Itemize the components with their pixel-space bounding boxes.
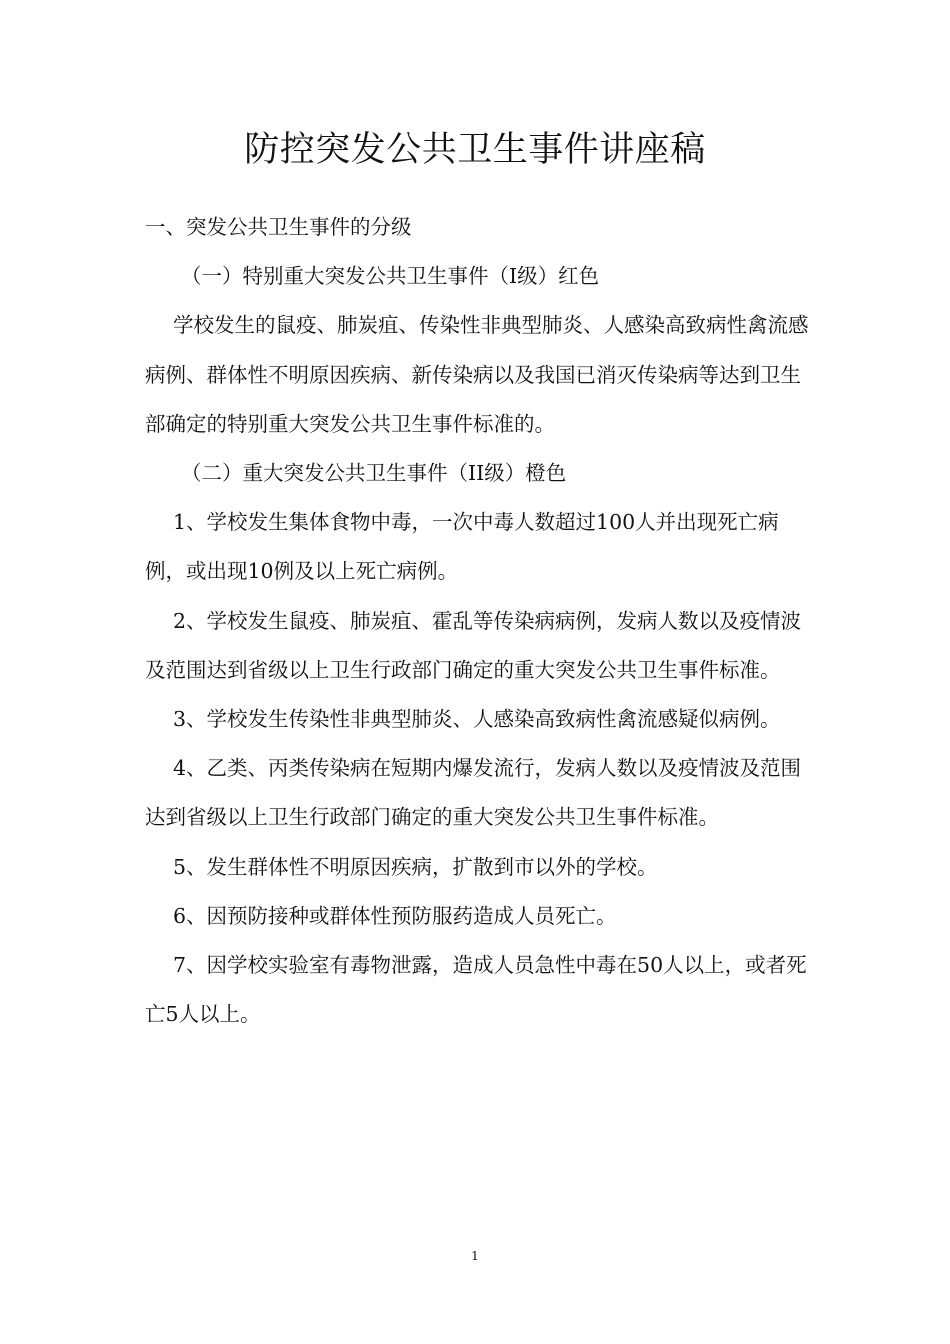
list-item-7: 7、因学校实验室有毒物泄露，造成人员急性中毒在50人以上，或者死亡5人以上。 xyxy=(145,953,807,1027)
section-heading-grading: 一、突发公共卫生事件的分级 xyxy=(145,215,412,239)
list-item-6: 6、因预防接种或群体性预防服药造成人员死亡。 xyxy=(173,903,617,928)
list-item-5: 5、发生群体性不明原因疾病，扩散到市以外的学校。 xyxy=(173,854,658,879)
paragraph-level-1-criteria: 学校发生的鼠疫、肺炭疽、传染性非典型肺炎、人感染高致病性禽流感病例、群体性不明原因疾病、新传染病以及我国已消灭传染病等达到卫生部确定的特别重大突发公共卫生事件标准的。 xyxy=(145,313,809,436)
list-item-1: 1、学校发生集体食物中毒，一次中毒人数超过100人并出现死亡病例，或出现10例及以上死亡病例。 xyxy=(145,510,779,584)
list-item-3: 3、学校发生传染性非典型肺炎、人感染高致病性禽流感疑似病例。 xyxy=(173,707,781,732)
subsection-heading-level-2: （二）重大突发公共卫生事件（II级）橙色 xyxy=(181,461,567,486)
subsection-heading-level-1: （一）特别重大突发公共卫生事件（Ⅰ级）红色 xyxy=(181,264,600,289)
document-title: 防控突发公共卫生事件讲座稿 xyxy=(244,130,706,170)
page-number: 1 xyxy=(471,1249,479,1263)
list-item-2: 2、学校发生鼠疫、肺炭疽、霍乱等传染病病例，发病人数以及疫情波及范围达到省级以上卫生行政部门确定的重大突发公共卫生事件标准。 xyxy=(145,608,802,682)
list-item-4: 4、乙类、丙类传染病在短期内爆发流行，发病人数以及疫情波及范围达到省级以上卫生行政部门确定的重大突发公共卫生事件标准。 xyxy=(145,756,802,830)
document-body xyxy=(145,203,810,1039)
